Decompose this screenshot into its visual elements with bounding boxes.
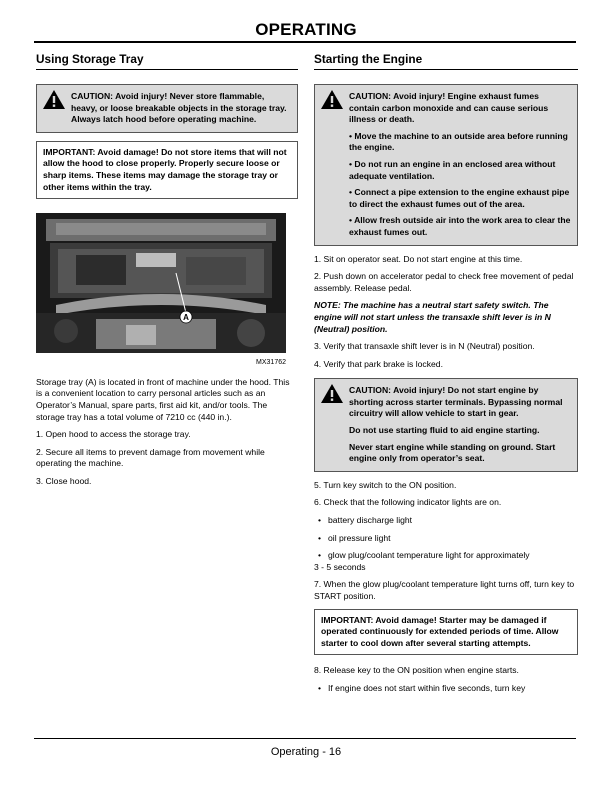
bullet-dot: • xyxy=(318,515,322,526)
left-column xyxy=(36,52,298,494)
step-2: 2. Push down on accelerator pedal to check free movement of pedal assembly. Release pedal. xyxy=(314,271,574,293)
step-3: 3. Verify that transaxle shift lever is in N (Neutral) position. xyxy=(314,341,535,352)
caution-bullet: • Connect a pipe extension to the engine exhaust pipe to direct the exhaust fumes out of the area. xyxy=(349,187,570,209)
list-item xyxy=(314,515,578,527)
step-8: 8. Release key to the ON position when engine starts. xyxy=(314,665,519,676)
warning-triangle-icon xyxy=(43,90,65,109)
storage-tray-photo xyxy=(36,213,286,353)
caution-text: Never start engine while standing on ground. Start engine only from operator’s seat. xyxy=(349,441,556,464)
caution-bullet: • Allow fresh outside air into the work area to clear the exhaust fumes out. xyxy=(349,215,571,237)
caution-box-storage xyxy=(36,84,298,133)
caution-box-exhaust xyxy=(314,84,578,246)
caution-bullet: • Do not run an engine in an enclosed area without adequate ventilation. xyxy=(349,158,556,181)
figure-callout-a: A xyxy=(183,313,189,323)
bullet-dot: • xyxy=(318,682,322,693)
page-title: OPERATING xyxy=(255,20,357,39)
bullet-dot: • xyxy=(318,550,322,561)
storage-tray-illustration xyxy=(36,213,286,353)
warning-triangle-icon xyxy=(321,90,343,109)
bullet-continuation: 3 - 5 seconds xyxy=(314,561,366,572)
caution-bullet: • Move the machine to an outside area before running the engine. xyxy=(349,130,568,153)
step-3: 3. Close hood. xyxy=(36,475,92,486)
caution-text: CAUTION: Avoid injury! Engine exhaust fumes contain carbon monoxide and can cause serious illness or death. xyxy=(349,91,549,125)
step-1: 1. Open hood to access the storage tray. xyxy=(36,429,191,440)
section-heading-storage-tray: Using Storage Tray xyxy=(36,52,298,70)
list-item xyxy=(314,533,578,545)
paragraph: Storage tray (A) is located in front of machine under the hood. This is a convenient location to carry personal articles such as an Operator’s Manual, spare parts, first aid kit, and/or tools. The storage tray has a total volume of 7210 cc (440 in.). xyxy=(36,376,290,422)
caution-text: Do not use starting fluid to aid engine starting. xyxy=(349,425,540,436)
warning-triangle-icon xyxy=(321,384,343,403)
bullet-text: If engine does not start within five seconds, turn key xyxy=(328,682,526,693)
bullet-text: oil pressure light xyxy=(328,532,391,543)
page-footer: Operating - 16 xyxy=(270,746,342,758)
caution-text: CAUTION: Avoid injury! Do not start engine by shorting across starter terminals. Bypassing normal circuitry will allow vehicle to start in gear. xyxy=(349,385,563,419)
list-item xyxy=(314,683,578,695)
bullet-text: glow plug/coolant temperature light for approximately xyxy=(328,550,530,561)
important-box-starter xyxy=(314,609,578,656)
top-rule xyxy=(34,41,576,43)
step-5: 5. Turn key switch to the ON position. xyxy=(314,479,457,490)
step-6: 6. Check that the following indicator lights are on. xyxy=(314,497,502,508)
important-box-storage xyxy=(36,141,298,199)
bottom-rule xyxy=(34,738,576,739)
figure-caption: MX31762 xyxy=(256,359,286,367)
important-text: IMPORTANT: Avoid damage! Starter may be damaged if operated continuously for extended periods of time. Allow starter to cool down after several starting attempts. xyxy=(321,614,559,648)
bullet-text: battery discharge light xyxy=(328,515,413,526)
step-1: 1. Sit on operator seat. Do not start engine at this time. xyxy=(314,253,523,264)
section-heading-starting-engine: Starting the Engine xyxy=(314,52,578,70)
step-7: 7. When the glow plug/coolant temperature light turns off, turn key to START position. xyxy=(314,579,575,601)
note-neutral-switch: NOTE: The machine has a neutral start safety switch. The engine will not start unless the transaxle shift lever is in N (Neutral) position. xyxy=(314,300,551,334)
step-4: 4. Verify that park brake is locked. xyxy=(314,358,443,369)
step-2: 2. Secure all items to prevent damage from movement while operating the machine. xyxy=(36,446,265,469)
caution-box-starter xyxy=(314,378,578,472)
caution-text: CAUTION: Avoid injury! Never store flammable, heavy, or loose breakable objects in the storage tray. Always latch hood before operating machine. xyxy=(71,91,287,125)
important-text: IMPORTANT: Avoid damage! Do not store items that will not allow the hood to close properly. Properly secure loose or sharp items. These items may damage the storage tray or other items within the tray. xyxy=(43,146,287,192)
list-item xyxy=(314,550,578,562)
right-column xyxy=(314,52,578,701)
bullet-dot: • xyxy=(318,532,322,543)
